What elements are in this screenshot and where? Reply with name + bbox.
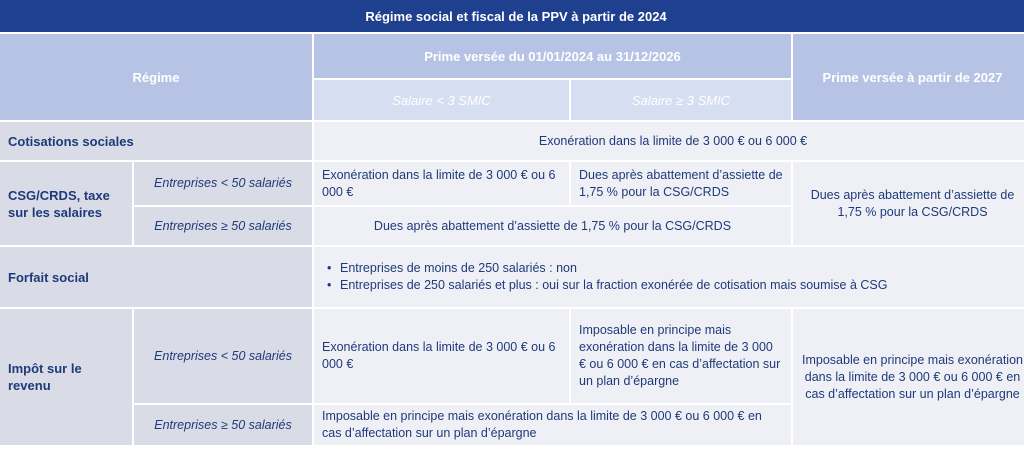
row-label-csg: CSG/CRDS, taxe sur les salaires	[0, 162, 132, 245]
csg-from-2027: Dues après abattement d’assiette de 1,75 % pour la CSG/CRDS	[793, 162, 1024, 245]
header-from-2027: Prime versée à partir de 2027	[793, 34, 1024, 120]
list-item: • Entreprises de moins de 250 salariés : non	[340, 260, 1024, 277]
cotisations-value: Exonération dans la limite de 3 000 € ou 6 000 €	[314, 122, 1024, 160]
table-title: Régime social et fiscal de la PPV à partir de 2024	[0, 0, 1024, 32]
csg-small-above: Dues après abattement d’assiette de 1,75 % pour la CSG/CRDS	[571, 162, 791, 205]
header-period-2024-2026: Prime versée du 01/01/2024 au 31/12/2026	[314, 34, 791, 78]
impot-entreprises-small: Entreprises < 50 salariés	[134, 309, 312, 403]
impot-large-value: Imposable en principe mais exonération dans la limite de 3 000 € ou 6 000 € en cas d’affectation sur un plan d’épargne	[314, 405, 791, 445]
impot-small-above: Imposable en principe mais exonération dans la limite de 3 000 € ou 6 000 € en cas d’affectation sur un plan d’épargne	[571, 309, 791, 403]
list-item: • Entreprises de 250 salariés et plus : oui sur la fraction exonérée de cotisation mais soumise à CSG	[340, 277, 1024, 294]
header-regime: Régime	[0, 34, 312, 120]
csg-entreprises-small: Entreprises < 50 salariés	[134, 162, 312, 205]
impot-entreprises-large: Entreprises ≥ 50 salariés	[134, 405, 312, 445]
impot-from-2027: Imposable en principe mais exonération dans la limite de 3 000 € ou 6 000 € en cas d’affectation sur un plan d’épargne	[793, 309, 1024, 445]
forfait-value	[314, 247, 1024, 307]
header-salary-below-3-smic: Salaire < 3 SMIC	[314, 80, 569, 120]
impot-small-below: Exonération dans la limite de 3 000 € ou 6 000 €	[314, 309, 569, 403]
csg-small-below: Exonération dans la limite de 3 000 € ou 6 000 €	[314, 162, 569, 205]
header-salary-above-3-smic: Salaire ≥ 3 SMIC	[571, 80, 791, 120]
csg-entreprises-large: Entreprises ≥ 50 salariés	[134, 207, 312, 245]
row-label-cotisations: Cotisations sociales	[0, 122, 312, 160]
csg-large-value: Dues après abattement d’assiette de 1,75 % pour la CSG/CRDS	[314, 207, 791, 245]
forfait-bullets	[322, 260, 1024, 294]
row-label-impot: Impôt sur le revenu	[0, 309, 132, 445]
row-label-forfait: Forfait social	[0, 247, 312, 307]
